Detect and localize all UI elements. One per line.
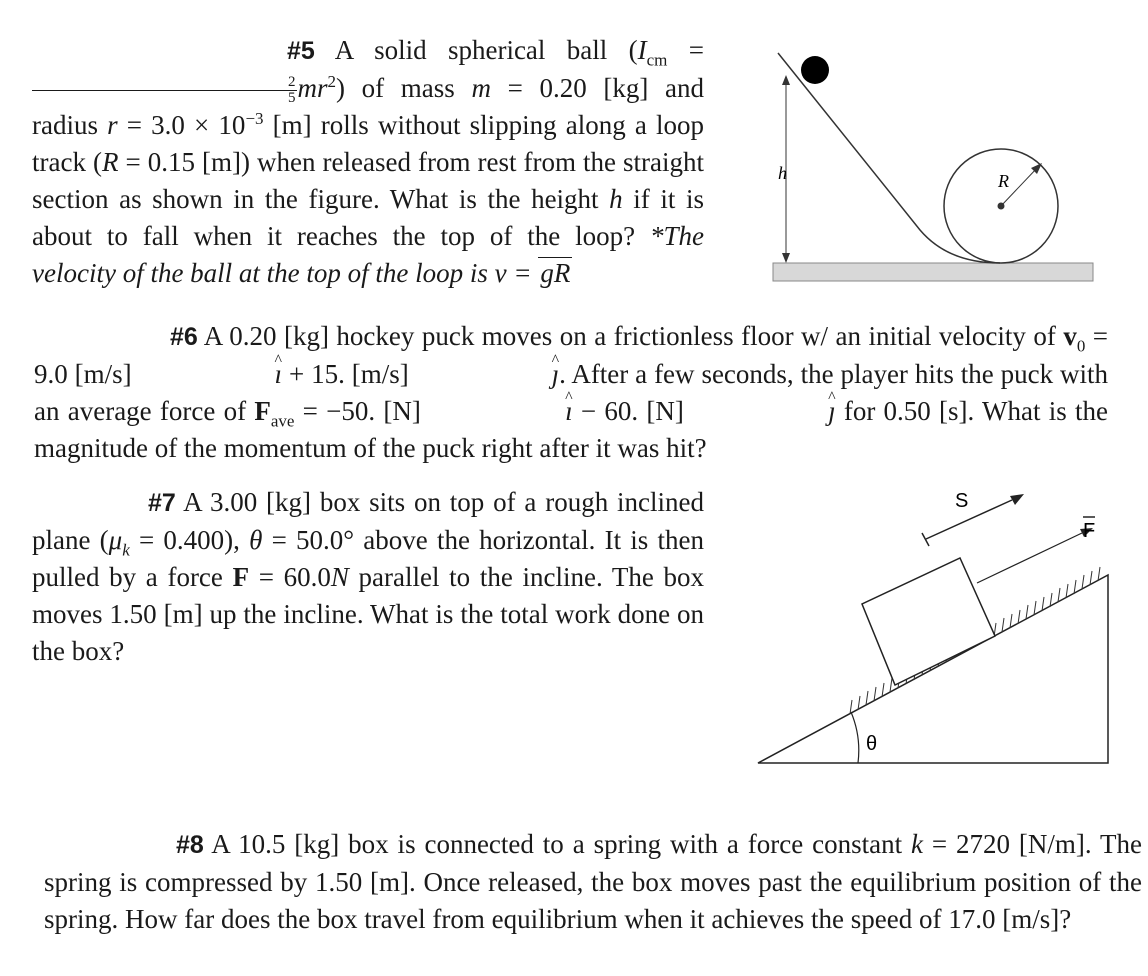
- problem-7-text: #7 A 3.00 [kg] box sits on top of a rough inclined plane $(\mu_k = 0.400)$, θ = 50.0° above the horizontal. It is then pulled by a force F = 60.0N parallel to the incline. The box moves 1.50 [m] up the incline. What is the total work done on the box?: [32, 487, 704, 666]
- force-line: [977, 533, 1082, 583]
- ground-block: [773, 263, 1093, 281]
- displacement-label: S: [955, 490, 969, 512]
- height-label: h: [778, 163, 787, 183]
- incline-figure: [750, 480, 1120, 775]
- fraction-two-fifths: $\frac{2}{5}$: [32, 75, 297, 106]
- problem-8-text: #8 A 10.5 [kg] box is connected to a spring with a force constant k = 2720 [N/m]. The spring is compressed by 1.50 [m]. Once released, the box moves past the equilibrium position of the spring. How far does the box travel from equilibrium when it achieves the speed of 17.0 [m/s]?: [44, 829, 1143, 934]
- problem-5-number: #5: [287, 37, 315, 65]
- ball: [801, 56, 829, 84]
- height-arrow-top: [782, 75, 790, 85]
- problem-6-text: #6 A 0.20 [kg] hockey puck moves on a frictionless floor w/ an initial velocity of $v_0 = 9.0$ [m/s] ı ^ + 15. [m/s] ȷ ^. After a few seconds, the player hits the puck with an average force of $F_{ave} = -50$. [N] ı ^ − 60. [N] ȷ ^ for 0.50 [s]. What is the magnitude of the momentum of the puck right after it was hit?: [34, 318, 1108, 467]
- angle-arc: [851, 712, 859, 763]
- radius-label: R: [998, 171, 1009, 191]
- loop-track-figure: [770, 45, 1100, 285]
- problem-7-number: #7: [148, 489, 176, 517]
- velocity-note: *The velocity of the ball at the top of the loop is v =: [32, 221, 704, 288]
- angle-label: θ: [866, 733, 878, 755]
- problem-8-number: #8: [176, 831, 204, 859]
- box: [862, 558, 995, 685]
- height-arrow-bottom: [782, 253, 790, 263]
- displacement-tick: [922, 533, 929, 546]
- track-curve: [778, 53, 1000, 263]
- displacement-line: [926, 500, 1012, 539]
- problem-5-text: #5 A solid spherical ball ($I_{cm}$ = $\frac{2}{5}$ $mr^2$) of mass m = 0.20 [kg] and radius $r = 3.0 \times 10^{-3}$ [m] rolls without slipping along a loop track (R = 0.15 [m]) when released from rest from the straight section as shown in the figure. What is the height h if it is about to fall when it reaches the top of the loop? *The velocity of the ball at the top of the loop is v = gR: [32, 35, 705, 288]
- sqrt-gr: gR: [540, 258, 571, 288]
- problem-6-number: #6: [170, 323, 198, 351]
- displacement-arrow-head: [1010, 494, 1024, 505]
- force-label: F: [1083, 520, 1096, 542]
